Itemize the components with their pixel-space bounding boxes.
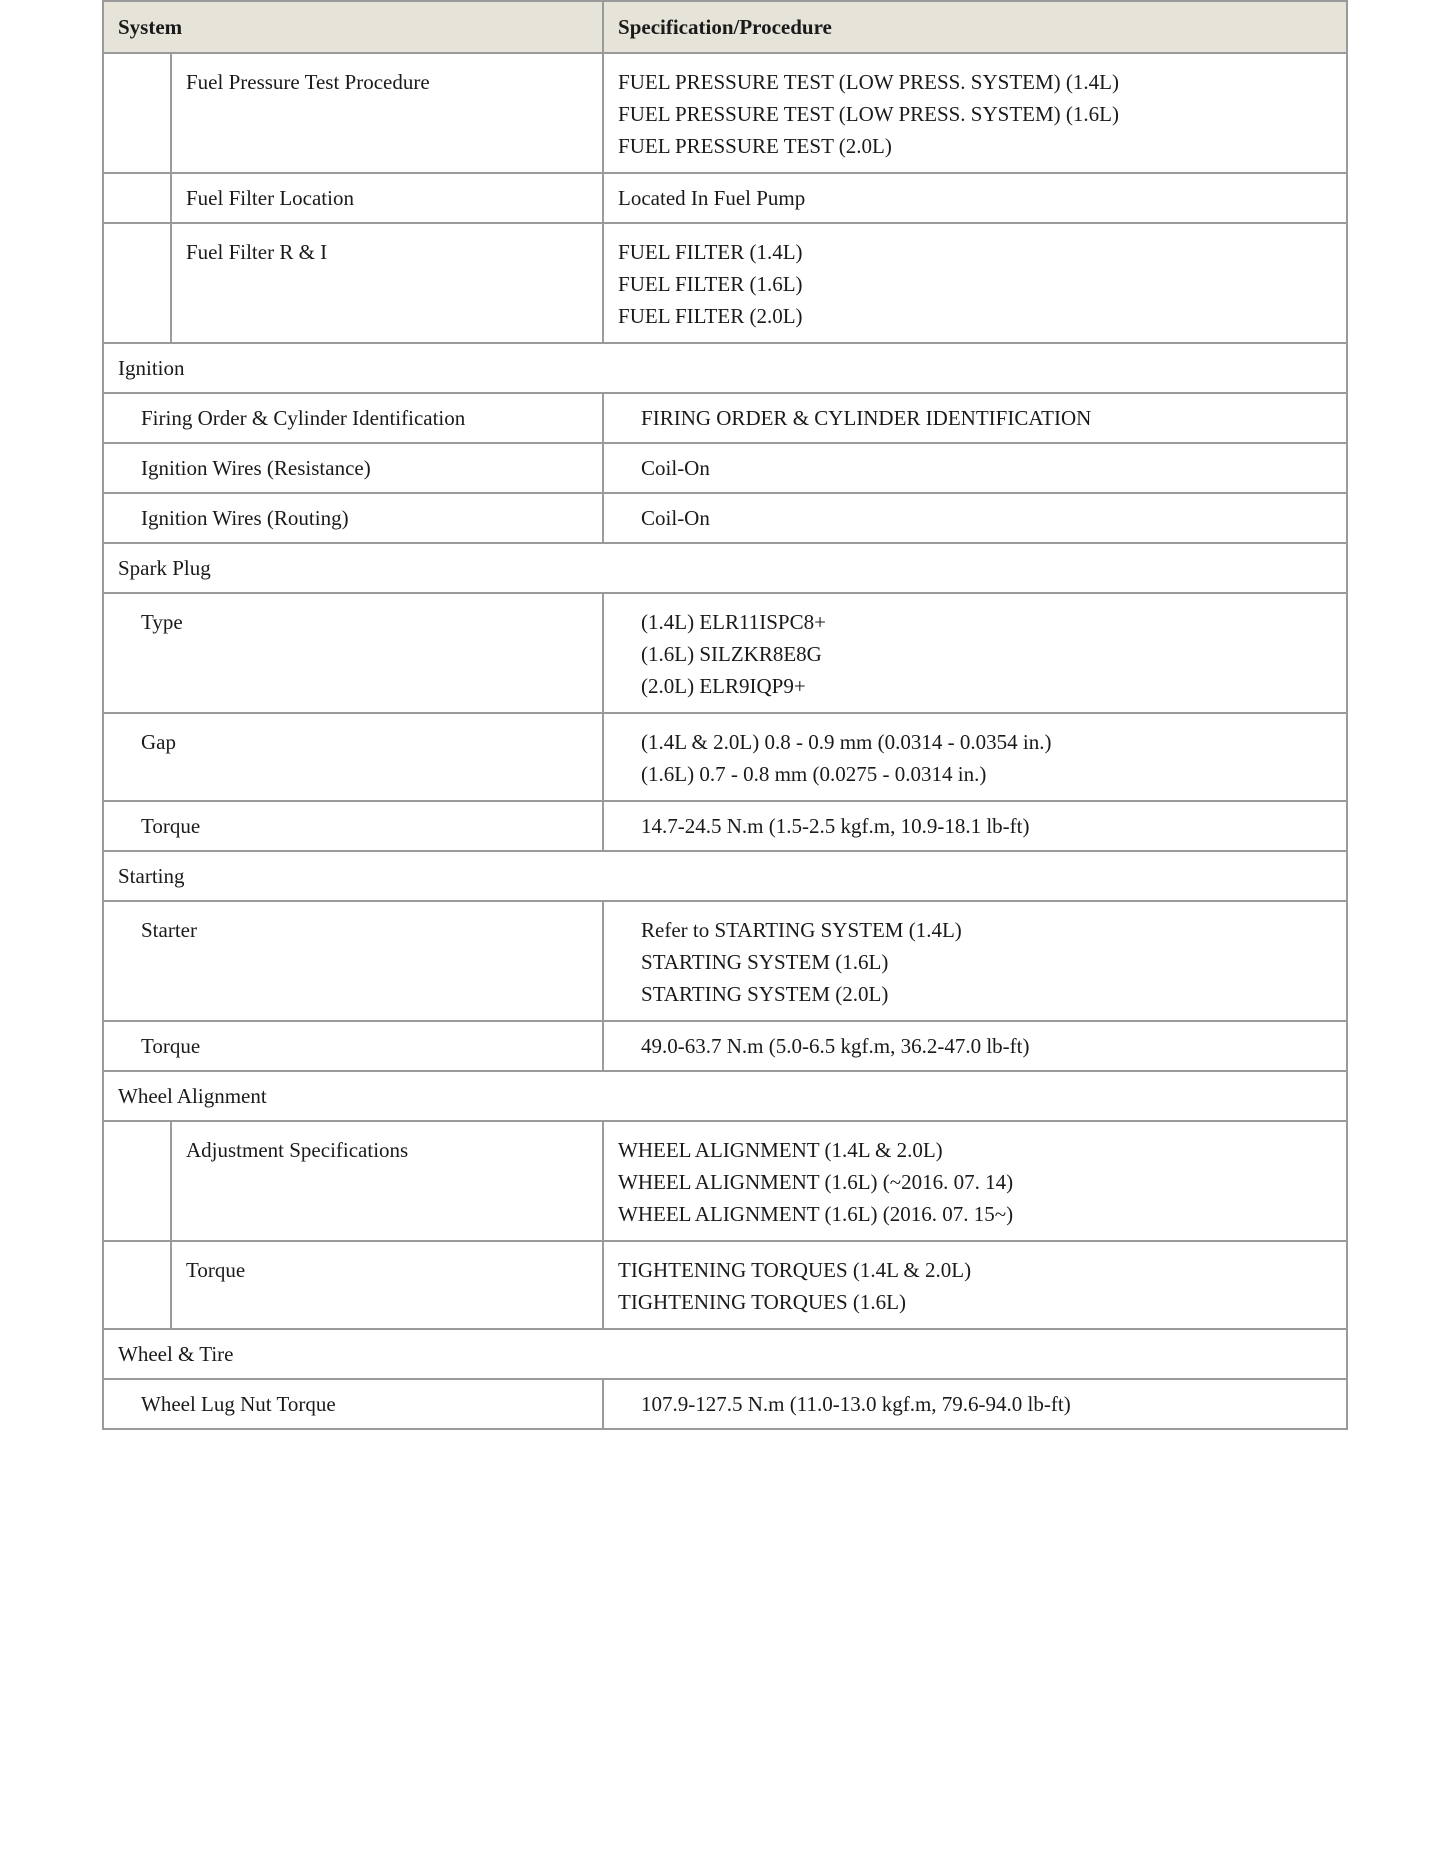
row-value: Coil-On [603,493,1347,543]
table-header-row [103,1,1347,53]
value-line: FUEL PRESSURE TEST (LOW PRESS. SYSTEM) (1.4L) [618,70,1119,94]
row-value: 49.0-63.7 N.m (5.0-6.5 kgf.m, 36.2-47.0 lb-ft) [603,1021,1347,1071]
row-label: Torque [103,801,603,851]
value-line: STARTING SYSTEM (1.6L) [641,950,889,974]
table-row [103,173,1347,223]
row-label: Type [103,593,603,713]
row-value: 107.9-127.5 N.m (11.0-13.0 kgf.m, 79.6-94.0 lb-ft) [603,1379,1347,1429]
value-line: (1.6L) SILZKR8E8G [641,642,822,666]
value-line: (1.6L) 0.7 - 0.8 mm (0.0275 - 0.0314 in.) [641,762,987,786]
section-title-spark-plug: Spark Plug [103,543,1347,593]
section-row [103,543,1347,593]
value-line: TIGHTENING TORQUES (1.4L & 2.0L) [618,1258,972,1282]
value-line: (1.4L & 2.0L) 0.8 - 0.9 mm (0.0314 - 0.0354 in.) [641,730,1052,754]
row-label: Gap [103,713,603,801]
indent-spacer-cell [103,223,171,343]
table-row [103,593,1347,713]
table-row [103,53,1347,173]
table-row [103,443,1347,493]
row-value: Coil-On [603,443,1347,493]
table-row [103,1379,1347,1429]
table-row [103,1021,1347,1071]
value-line: WHEEL ALIGNMENT (1.6L) (2016. 07. 15~) [618,1202,1014,1226]
section-title-starting: Starting [103,851,1347,901]
value-line: Refer to STARTING SYSTEM (1.4L) [641,918,962,942]
table-row [103,223,1347,343]
row-value: Located In Fuel Pump [603,173,1347,223]
table-row [103,713,1347,801]
table-row [103,801,1347,851]
section-title-ignition: Ignition [103,343,1347,393]
row-label: Firing Order & Cylinder Identification [103,393,603,443]
value-line: (2.0L) ELR9IQP9+ [641,674,806,698]
section-title-wheel-alignment: Wheel Alignment [103,1071,1347,1121]
value-line: FUEL PRESSURE TEST (2.0L) [618,134,892,158]
row-value [603,593,1347,713]
section-row [103,343,1347,393]
value-line: WHEEL ALIGNMENT (1.4L & 2.0L) [618,1138,943,1162]
indent-spacer-cell [103,173,171,223]
row-value [603,1241,1347,1329]
row-value [603,53,1347,173]
specification-table [102,0,1348,1430]
row-value [603,713,1347,801]
row-label: Ignition Wires (Resistance) [103,443,603,493]
row-label: Torque [171,1241,603,1329]
table-row [103,1121,1347,1241]
table-row [103,393,1347,443]
value-line: (1.4L) ELR11ISPC8+ [641,610,826,634]
row-value: 14.7-24.5 N.m (1.5-2.5 kgf.m, 10.9-18.1 lb-ft) [603,801,1347,851]
row-value [603,1121,1347,1241]
header-specification: Specification/Procedure [603,1,1347,53]
row-value [603,901,1347,1021]
indent-spacer-cell [103,53,171,173]
row-label: Fuel Filter R & I [171,223,603,343]
section-row [103,1071,1347,1121]
indent-spacer-cell [103,1241,171,1329]
row-label: Ignition Wires (Routing) [103,493,603,543]
table-row [103,1241,1347,1329]
row-label: Fuel Filter Location [171,173,603,223]
value-line: STARTING SYSTEM (2.0L) [641,982,889,1006]
value-line: FUEL FILTER (1.6L) [618,272,803,296]
row-label: Fuel Pressure Test Procedure [171,53,603,173]
row-label: Torque [103,1021,603,1071]
value-line: TIGHTENING TORQUES (1.6L) [618,1290,906,1314]
row-value [603,223,1347,343]
value-line: FUEL PRESSURE TEST (LOW PRESS. SYSTEM) (1.6L) [618,102,1119,126]
section-row [103,1329,1347,1379]
section-row [103,851,1347,901]
section-title-wheel-tire: Wheel & Tire [103,1329,1347,1379]
row-label: Starter [103,901,603,1021]
row-value: FIRING ORDER & CYLINDER IDENTIFICATION [603,393,1347,443]
value-line: FUEL FILTER (2.0L) [618,304,803,328]
row-label: Wheel Lug Nut Torque [103,1379,603,1429]
value-line: WHEEL ALIGNMENT (1.6L) (~2016. 07. 14) [618,1170,1014,1194]
row-label: Adjustment Specifications [171,1121,603,1241]
table-row [103,901,1347,1021]
table-row [103,493,1347,543]
header-system: System [103,1,603,53]
value-line: FUEL FILTER (1.4L) [618,240,803,264]
indent-spacer-cell [103,1121,171,1241]
